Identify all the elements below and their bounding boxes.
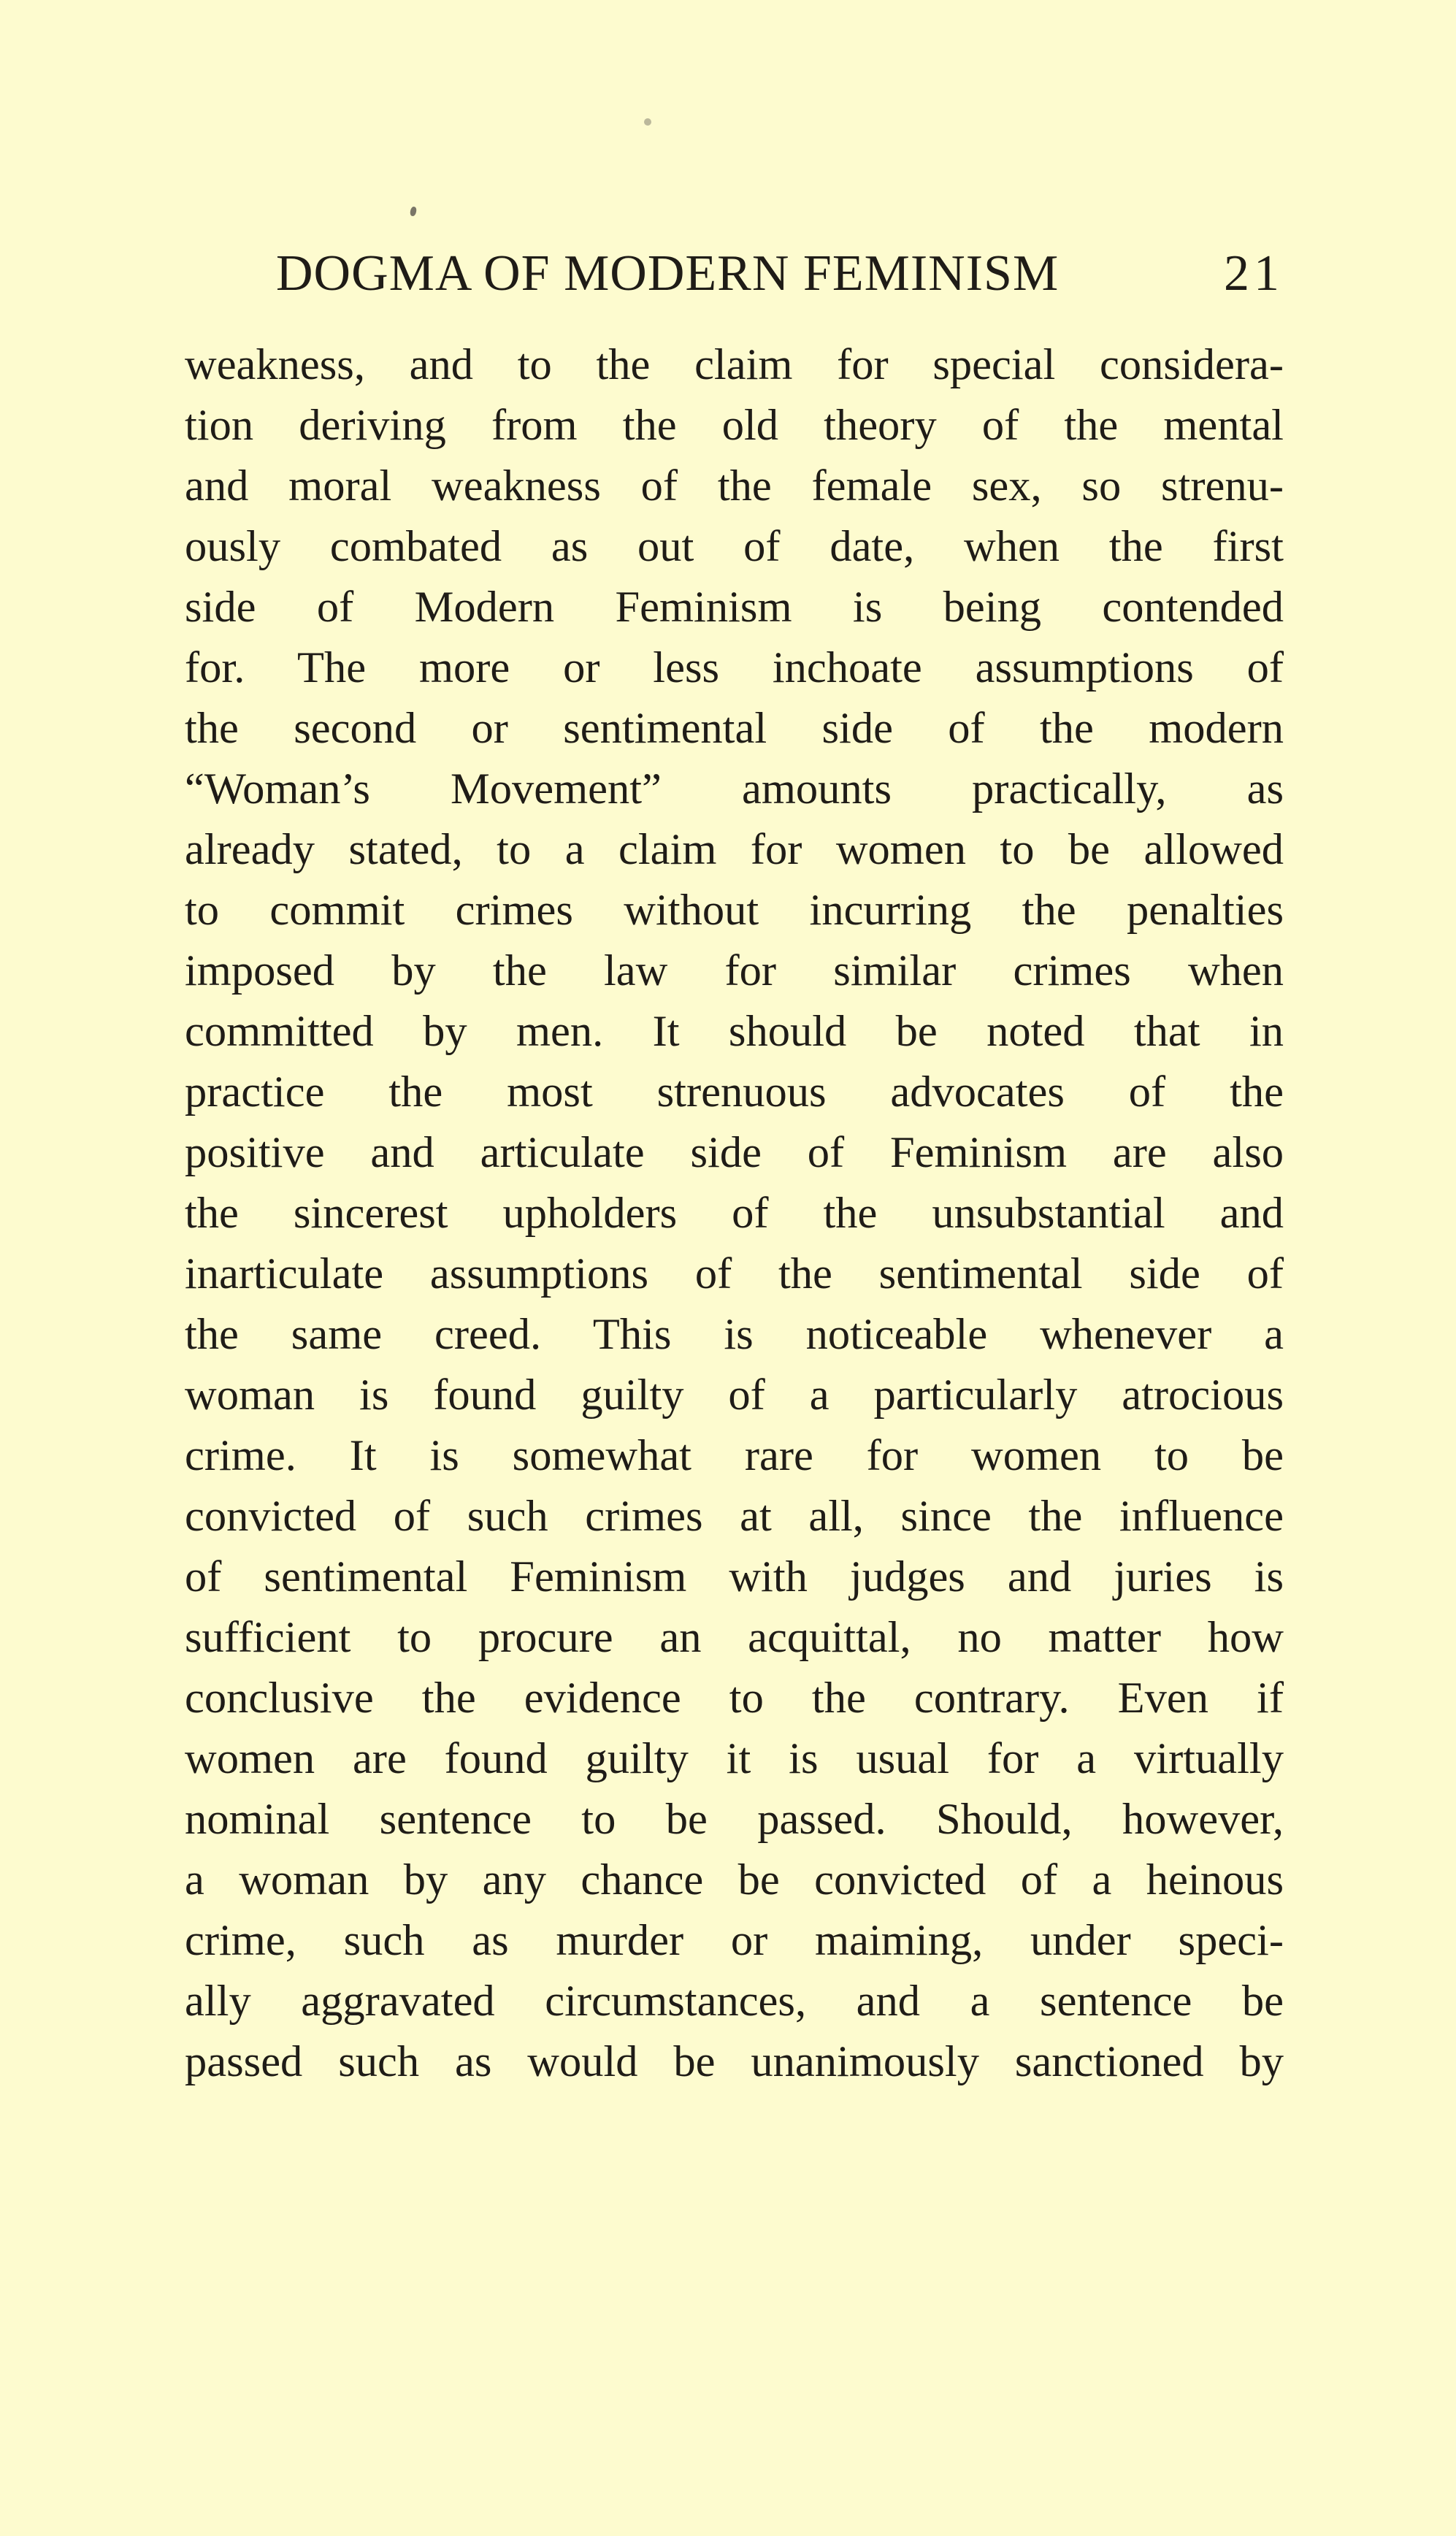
text-line: inarticulate assumptions of the sentimental side of (185, 1249, 1284, 1298)
text-line: for. The more or less inchoate assumptions of (185, 643, 1284, 692)
text-line: practice the most strenuous advocates of the (185, 1068, 1284, 1116)
text-line: and moral weakness of the female sex, so strenu- (185, 461, 1284, 510)
text-line: women are found guilty it is usual for a virtually (185, 1734, 1284, 1783)
text-line: the same creed. This is noticeable whenever a (185, 1310, 1284, 1359)
text-line: nominal sentence to be passed. Should, however, (185, 1795, 1284, 1844)
text-line: weakness, and to the claim for special considera- (185, 340, 1284, 389)
text-line: tion deriving from the old theory of the mental (185, 401, 1284, 450)
text-line: convicted of such crimes at all, since the influence (185, 1492, 1284, 1541)
text-line: to commit crimes without incurring the penalties (185, 886, 1284, 935)
text-line: imposed by the law for similar crimes when (185, 946, 1284, 995)
text-line: crime. It is somewhat rare for women to be (185, 1431, 1284, 1480)
text-line: of sentimental Feminism with judges and juries is (185, 1552, 1284, 1601)
text-line: ously combated as out of date, when the first (185, 522, 1284, 571)
text-line: committed by men. It should be noted that in (185, 1007, 1284, 1056)
running-header (276, 237, 1284, 310)
paper-speck (410, 206, 418, 216)
body-text (185, 334, 1284, 2092)
text-line: the second or sentimental side of the modern (185, 704, 1284, 753)
text-line: ally aggravated circumstances, and a sentence be (185, 1977, 1284, 2026)
text-line: conclusive the evidence to the contrary. Even if (185, 1674, 1284, 1723)
running-title: DOGMA OF MODERN FEMINISM (276, 245, 1060, 302)
text-line: positive and articulate side of Feminism are also (185, 1128, 1284, 1177)
text-line: side of Modern Feminism is being contended (185, 583, 1284, 632)
paper-speck (644, 118, 651, 126)
text-line: sufficient to procure an acquittal, no matter how (185, 1613, 1284, 1662)
text-line: woman is found guilty of a particularly atrocious (185, 1371, 1284, 1420)
text-line: crime, such as murder or maiming, under speci- (185, 1916, 1284, 1965)
text-line: “Woman’s Movement” amounts practically, as (185, 765, 1284, 813)
text-line: passed such as would be unanimously sanctioned by (185, 2037, 1284, 2086)
text-line: the sincerest upholders of the unsubstantial and (185, 1189, 1284, 1238)
text-line: already stated, to a claim for women to be allowed (185, 825, 1284, 874)
page-number: 21 (1224, 245, 1284, 302)
text-line: a woman by any chance be convicted of a heinous (185, 1855, 1284, 1904)
